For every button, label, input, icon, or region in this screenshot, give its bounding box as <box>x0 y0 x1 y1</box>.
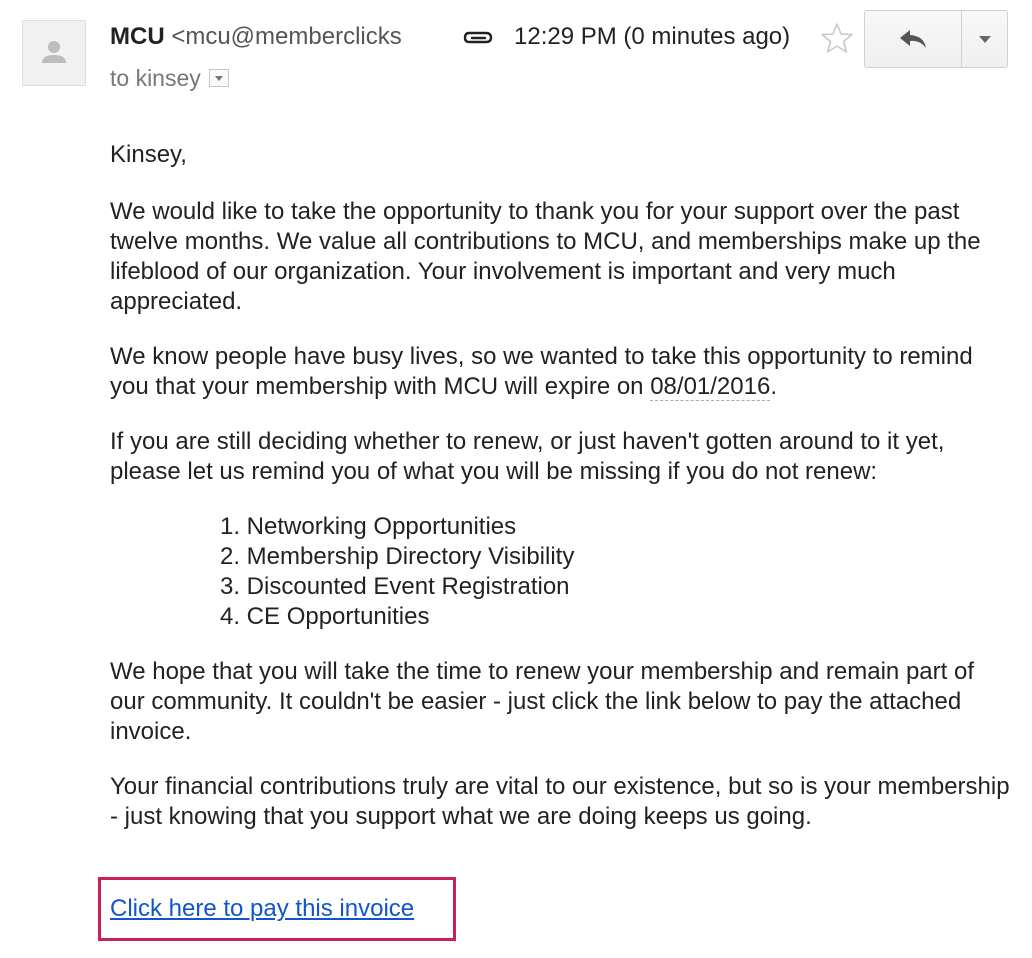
message-body <box>110 140 1010 857</box>
list-item: 2. Membership Directory Visibility <box>220 543 575 570</box>
default-avatar-icon <box>23 21 85 85</box>
more-actions-button[interactable] <box>962 10 1008 68</box>
sender-avatar[interactable] <box>22 20 86 86</box>
message-timestamp: 12:29 PM (0 minutes ago) <box>514 23 791 50</box>
recipient-line <box>110 63 229 93</box>
reply-button-group <box>864 10 1008 68</box>
body-paragraph-reminder <box>110 342 1010 402</box>
list-item: 4. CE Opportunities <box>220 603 430 630</box>
paperclip-icon <box>462 26 496 50</box>
body-paragraph-thanks: We would like to take the opportunity to thank you for your support over the past twelve months. We value all contributions to MCU, and memberships make up the lifeblood of our organization. Your involvement is important and very much appreciated. <box>110 198 981 315</box>
chevron-down-icon <box>979 36 991 43</box>
sender-name[interactable]: MCU <box>110 23 165 50</box>
expiry-date[interactable]: 08/01/2016 <box>650 373 771 400</box>
pay-invoice-link[interactable]: Click here to pay this invoice <box>110 895 415 922</box>
body-paragraph-renew: If you are still deciding whether to renew, or just haven't gotten around to it yet, please let us remind you of what you will be missing if you do not renew: <box>110 428 945 485</box>
recipient-details-dropdown[interactable] <box>209 69 229 87</box>
list-item: 1. Networking Opportunities <box>220 513 517 540</box>
body-paragraph-contributions: Your financial contributions truly are vital to our existence, but so is your membership - just knowing that you support what we are doing keeps us going. <box>110 773 1010 830</box>
list-item: 3. Discounted Event Registration <box>220 573 570 600</box>
body-paragraph-community: We hope that you will take the time to renew your membership and remain part of our community. It couldn't be easier - just click the link below to pay the attached invoice. <box>110 658 974 745</box>
reminder-text: We know people have busy lives, so we wanted to take this opportunity to remind you that your membership with MCU will expire on <box>110 343 973 400</box>
greeting: Kinsey, <box>110 141 187 168</box>
sender-email[interactable]: <mcu@memberclicks <box>171 23 402 50</box>
benefits-list <box>110 512 1010 632</box>
sender-line <box>110 22 422 52</box>
reply-button[interactable] <box>864 10 962 68</box>
reply-arrow-icon <box>898 28 928 50</box>
reminder-end: . <box>770 373 777 400</box>
star-outline-icon[interactable] <box>820 21 854 55</box>
recipient-label: to kinsey <box>110 65 201 91</box>
